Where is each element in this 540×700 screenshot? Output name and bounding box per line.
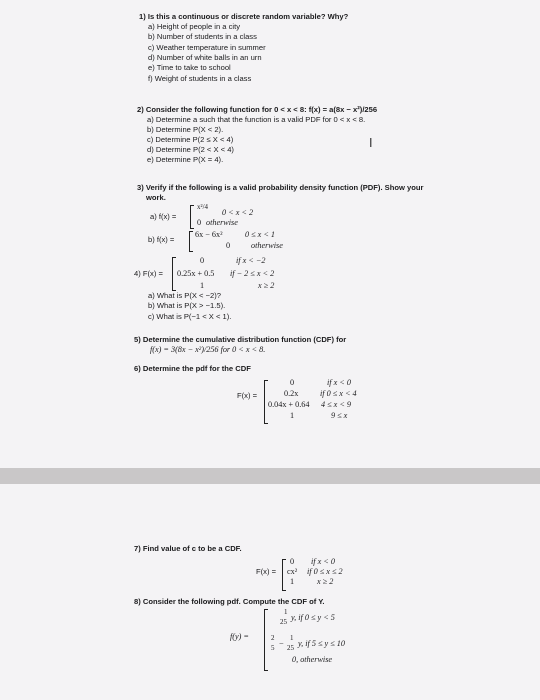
- q2-item-b: b) Determine P(X < 2).: [147, 125, 224, 134]
- q7-case3-expr: 1: [290, 577, 295, 586]
- q7-case1-cond: if x < 0: [311, 557, 335, 566]
- q4-case1-expr: 0: [200, 256, 205, 265]
- q2-item-c: c) Determine P(2 ≤ X < 4): [147, 135, 234, 144]
- q3-title-line2: work.: [146, 193, 166, 202]
- q4-item-b: b) What is P(X > −1.5).: [148, 301, 226, 310]
- q3a-label: a) f(x) =: [150, 212, 177, 221]
- q6-case3-expr: 0.04x + 0.64: [268, 400, 310, 409]
- q5-line1: 5) Determine the cumulative distribution function (CDF) for: [134, 335, 347, 344]
- q8-title: 8) Consider the following pdf. Compute the CDF of Y.: [134, 597, 325, 606]
- q1-item-e: e) Time to take to school: [148, 63, 231, 72]
- q2-item-e: e) Determine P(X = 4).: [147, 155, 224, 164]
- q2-item-d: d) Determine P(2 < X < 4): [147, 145, 234, 154]
- q8-case2-rest: y, if 5 ≤ y ≤ 10: [298, 639, 345, 648]
- q6-case2-cond: if 0 ≤ x < 4: [320, 389, 357, 398]
- q4-case3-cond: x ≥ 2: [258, 281, 275, 290]
- q8-label: f(y) =: [230, 632, 249, 641]
- q4-brace: [172, 257, 176, 291]
- q6-case4-expr: 1: [290, 411, 295, 420]
- q6-case1-expr: 0: [290, 378, 295, 387]
- q3b-case2-cond: otherwise: [251, 241, 283, 250]
- q1-item-f: f) Weight of students in a class: [148, 74, 252, 83]
- q8-case1-num: 1: [284, 608, 288, 616]
- q4-case1-cond: if x < −2: [236, 256, 266, 265]
- q3b-case2-expr: 0: [226, 241, 231, 250]
- q3a-case1-expr: x²/4: [197, 203, 209, 211]
- q4-case3-expr: 1: [200, 281, 205, 290]
- q6-case3-cond: 4 ≤ x < 9: [321, 400, 352, 409]
- worksheet-page-2: [0, 484, 540, 700]
- q7-case1-expr: 0: [290, 557, 295, 566]
- q4-item-a: a) What is P(X < −2)?: [148, 291, 222, 300]
- q1-item-a: a) Height of people in a city: [148, 22, 241, 31]
- q4-case2-expr: 0.25x + 0.5: [177, 269, 215, 278]
- q8-case1-den: 25: [280, 618, 287, 626]
- q4-case2-cond: if − 2 ≤ x < 2: [230, 269, 275, 278]
- q2-title: 2) Consider the following function for 0 < x < 8: f(x) = a(8x − x²)/256: [137, 105, 378, 114]
- q6-case1-cond: if x < 0: [327, 378, 351, 387]
- q7-case2-cond: if 0 ≤ x ≤ 2: [307, 567, 343, 576]
- q6-case4-cond: 9 ≤ x: [331, 411, 348, 420]
- q3b-case1-cond: 0 ≤ x < 1: [245, 230, 276, 239]
- q6-title: 6) Determine the pdf for the CDF: [134, 364, 251, 373]
- q8-case2b-den: 25: [287, 644, 294, 652]
- q8-brace: [264, 609, 268, 671]
- q8-case2-minus: −: [279, 639, 284, 648]
- q1-item-b: b) Number of students in a class: [148, 32, 257, 41]
- q3-title-line1: 3) Verify if the following is a valid probability density function (PDF). Show your: [137, 183, 424, 192]
- q6-label: F(x) =: [237, 391, 258, 400]
- q3b-case1-expr: 6x − 6x²: [195, 230, 223, 239]
- q8-case2a-den: 5: [271, 644, 275, 652]
- q4-item-c: c) What is P(−1 < X < 1).: [148, 312, 232, 321]
- q8-case2b-num: 1: [290, 634, 294, 642]
- q2-item-a: a) Determine a such that the function is a valid PDF for 0 < x < 8.: [147, 115, 366, 124]
- q7-label: F(x) =: [256, 567, 277, 576]
- q7-case3-cond: x ≥ 2: [317, 577, 334, 586]
- q3b-brace: [189, 231, 193, 252]
- q7-case2-expr: cx²: [287, 567, 298, 576]
- q1-item-d: d) Number of white balls in an urn: [148, 53, 262, 62]
- q3a-brace: [190, 205, 194, 229]
- q3a-case2-cond: otherwise: [206, 218, 238, 227]
- q8-case2a-num: 2: [271, 634, 275, 642]
- q6-case2-expr: 0.2x: [284, 389, 299, 398]
- q3a-case1-cond: 0 < x < 2: [222, 208, 254, 217]
- text-cursor-icon: I: [369, 136, 373, 150]
- q4-label: 4) F(x) =: [134, 269, 163, 278]
- q7-title: 7) Find value of c to be a CDF.: [134, 544, 242, 553]
- q8-case1-rest: y, if 0 ≤ y < 5: [291, 613, 335, 622]
- q3b-label: b) f(x) =: [148, 235, 175, 244]
- q7-brace: [282, 559, 286, 591]
- q1-title: 1) Is this a continuous or discrete random variable? Why?: [139, 12, 349, 21]
- q5-line2: f(x) = 3(8x − x²)/256 for 0 < x < 8.: [150, 345, 266, 354]
- q3a-case2-expr: 0: [197, 218, 202, 227]
- q1-item-c: c) Weather temperature in summer: [148, 43, 266, 52]
- q8-case3: 0, otherwise: [292, 655, 333, 664]
